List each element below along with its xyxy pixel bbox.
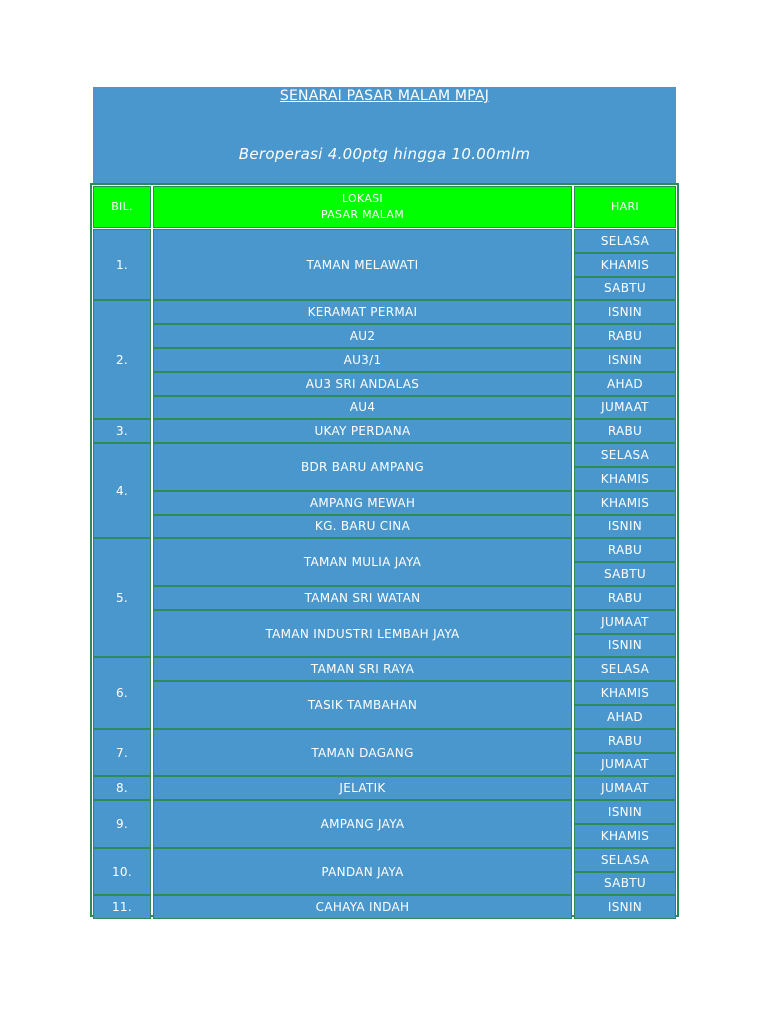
bil-number: 11. [112,900,132,915]
day-cell [574,586,676,610]
location-name: TAMAN INDUSTRI LEMBAH JAYA [265,626,460,641]
day-cell [574,776,676,800]
operating-hours: Beroperasi 4.00ptg hingga 10.00mlm [238,145,531,163]
location-cell [153,657,572,681]
column-header-label: LOKASI [342,192,383,205]
day-label: ISNIN [607,805,643,820]
day-label: RABU [607,543,643,558]
day-label: SELASA [600,662,650,677]
day-cell [574,753,676,777]
location-name: KG. BARU CINA [314,519,411,534]
location-name: KERAMAT PERMAI [307,305,418,320]
location-name: AU4 [349,400,376,415]
day-label: ISNIN [607,305,643,320]
bil-number: 10. [112,864,132,879]
bil-number: 3. [115,424,129,439]
day-cell [574,705,676,729]
location-cell [153,729,572,777]
day-label: RABU [607,590,643,605]
day-cell [574,277,676,301]
day-cell [574,396,676,420]
location-cell [153,800,572,848]
bil-cell [93,657,151,728]
bil-cell [93,776,151,800]
location-name: JELATIK [339,781,386,796]
day-label: SELASA [600,852,650,867]
bil-cell [93,443,151,538]
day-label: JUMAAT [601,781,649,796]
column-header-label: PASAR MALAM [320,208,405,221]
day-cell [574,610,676,634]
day-label: ISNIN [607,519,643,534]
column-header-label: BIL. [111,200,133,213]
day-cell [574,348,676,372]
location-cell [153,300,572,324]
day-cell [574,562,676,586]
bil-cell [93,419,151,443]
day-label: SELASA [600,448,650,463]
location-cell [153,348,572,372]
location-cell [153,491,572,515]
day-label: SELASA [600,233,650,248]
day-cell [574,229,676,253]
location-cell [153,324,572,348]
location-name: AMPANG JAYA [320,816,405,831]
location-name: AU3/1 [343,352,382,367]
column-header-lokasi-text [321,191,404,223]
location-name: TASIK TAMBAHAN [307,697,418,712]
day-cell [574,895,676,919]
day-label: RABU [607,329,643,344]
day-label: SABTU [604,281,646,296]
day-label: ISNIN [607,900,643,915]
location-cell [153,848,572,896]
day-cell [574,800,676,824]
location-name: TAMAN MELAWATI [306,257,419,272]
day-label: ISNIN [607,352,643,367]
location-name: TAMAN MULIA JAYA [303,555,422,570]
document-header [93,87,676,183]
day-cell [574,419,676,443]
column-header-lokasi [153,186,572,228]
bil-number: 4. [115,483,129,498]
day-label: ISNIN [607,638,643,653]
day-label: JUMAAT [601,400,649,415]
bil-number: 8. [115,781,129,796]
location-cell [153,895,572,919]
day-cell [574,729,676,753]
bil-cell [93,729,151,777]
day-label: SABTU [604,567,646,582]
day-cell [574,681,676,705]
location-cell [153,586,572,610]
day-label: KHAMIS [600,471,650,486]
day-label: RABU [607,733,643,748]
market-table [90,183,679,917]
day-cell [574,324,676,348]
location-name: AMPANG MEWAH [309,495,416,510]
bil-cell [93,229,151,300]
location-name: AU2 [349,329,376,344]
column-header-bil [93,186,151,228]
bil-cell [93,800,151,848]
bil-cell [93,538,151,657]
day-cell [574,657,676,681]
day-cell [574,491,676,515]
location-cell [153,372,572,396]
bil-number: 1. [115,257,129,272]
bil-cell [93,300,151,419]
location-cell [153,681,572,729]
day-cell [574,300,676,324]
day-cell [574,443,676,467]
location-name: CAHAYA INDAH [315,900,410,915]
day-label: KHAMIS [600,495,650,510]
day-label: SABTU [604,876,646,891]
day-label: JUMAAT [601,757,649,772]
day-cell [574,848,676,872]
bil-cell [93,895,151,919]
location-cell [153,515,572,539]
column-header-hari [574,186,676,228]
day-label: AHAD [607,376,643,391]
location-name: TAMAN SRI RAYA [310,662,415,677]
day-label: JUMAAT [601,614,649,629]
location-cell [153,419,572,443]
day-label: RABU [607,424,643,439]
day-cell [574,253,676,277]
location-cell [153,776,572,800]
day-label: AHAD [607,709,643,724]
day-cell [574,538,676,562]
location-cell [153,538,572,586]
day-cell [574,634,676,658]
document-title: SENARAI PASAR MALAM MPAJ [279,88,490,104]
day-label: KHAMIS [600,828,650,843]
location-cell [153,396,572,420]
column-header-label: HARI [611,200,639,213]
bil-number: 5. [115,590,129,605]
day-label: KHAMIS [600,686,650,701]
bil-cell [93,848,151,896]
day-cell [574,872,676,896]
day-label: KHAMIS [600,257,650,272]
location-cell [153,610,572,658]
location-name: AU3 SRI ANDALAS [305,376,420,391]
location-name: BDR BARU AMPANG [300,459,425,474]
bil-number: 2. [115,352,129,367]
location-name: TAMAN DAGANG [311,745,414,760]
bil-number: 6. [115,686,129,701]
day-cell [574,515,676,539]
location-cell [153,443,572,491]
bil-number: 7. [115,745,129,760]
bil-number: 9. [115,816,129,831]
location-name: TAMAN SRI WATAN [304,590,421,605]
day-cell [574,824,676,848]
location-name: PANDAN JAYA [321,864,404,879]
day-cell [574,372,676,396]
location-name: UKAY PERDANA [314,424,411,439]
day-cell [574,467,676,491]
location-cell [153,229,572,300]
